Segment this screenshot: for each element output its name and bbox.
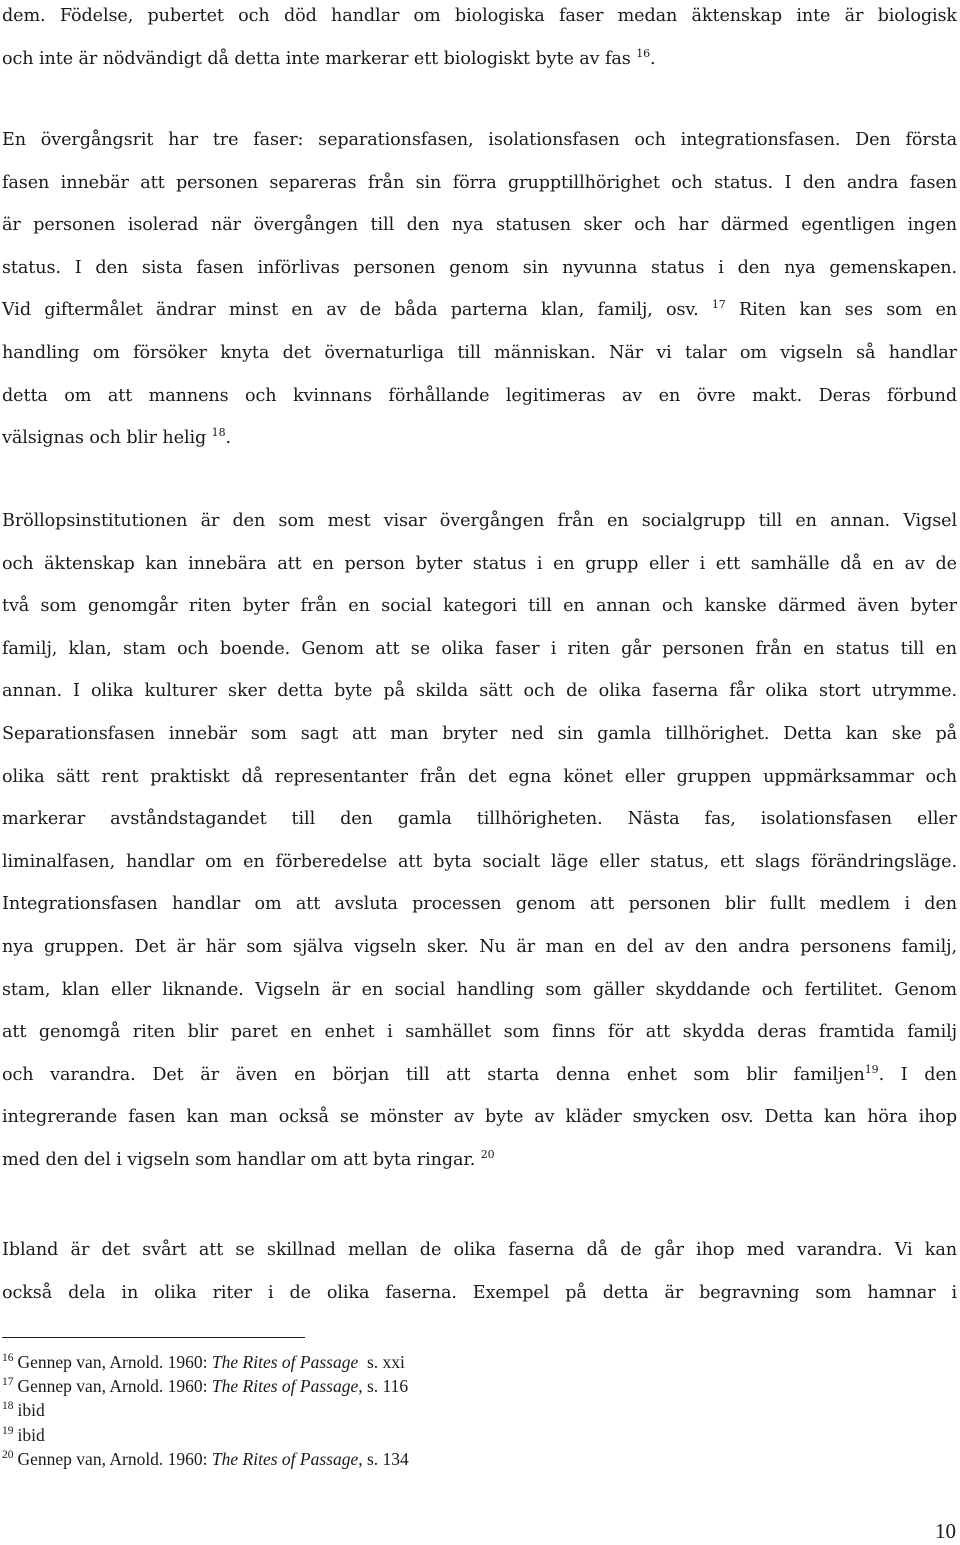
footnote-page: s. 116 [362,1376,409,1397]
text-line [2,1139,957,1182]
text-segment: välsignas och blir helig [2,428,207,449]
footnote-number: 19 [2,1424,14,1437]
text-line: familj, klan, stam och boende. Genom att se olika faser i riten går personen från en status till en [2,638,957,659]
footnote-number: 18 [2,1400,14,1413]
footnote-18 [2,1398,702,1422]
text-segment: och varandra. Det är även en början till att starta denna enhet som blir familjen [2,1064,865,1085]
text-line: annan. I olika kulturer sker detta byte på skilda sätt och de olika faserna får olika stort utrymme. [2,681,957,702]
footnote-ref-18: 18 [211,426,226,440]
footnote-ref-20: 20 [480,1147,495,1161]
text-line: Bröllopsinstitutionen är den som mest visar övergången från en socialgrupp till en annan. Vigsel [2,511,957,531]
text-line: är personen isolerad när övergången till den nya statusen sker och har därmed egentligen ingen [2,215,957,236]
paragraph-4 [2,1229,957,1314]
footnote-number: 20 [2,1448,14,1461]
footnote-page: s. 134 [362,1448,409,1469]
footnote-title: The Rites of Passage, [211,1448,363,1469]
paragraph-2 [2,119,957,460]
footnote-text: Gennep van, Arnold. 1960: [17,1352,212,1372]
text-line: integrerande fasen kan man också se mönster av byte av kläder smycken osv. Detta kan höra ihop [2,1107,957,1128]
footnote-ref-16: 16 [636,46,651,60]
text-line: Separationsfasen innebär som sagt att man bryter ned sin gamla tillhörighet. Detta kan ske på [2,723,957,744]
text-line [2,38,957,81]
text-line: och äktenskap kan innebära att en person byter status i en grupp eller i ett samhälle då en av de [2,553,957,574]
text-segment: och inte är nödvändigt då detta inte markerar ett biologiskt byte av fas [2,48,631,69]
footnote-number: 17 [2,1376,14,1389]
text-line: liminalfasen, handlar om en förberedelse att byta socialt läge eller status, ett slags förändringsläge. [2,851,957,872]
text-segment: . [650,48,656,69]
text-segment: . I den [878,1064,957,1085]
footnote-text: ibid [17,1400,45,1421]
footnote-separator [2,1337,305,1338]
text-line: dem. Födelse, pubertet och död handlar om biologiska faser medan äktenskap inte är biologisk [2,6,957,26]
footnote-19 [2,1423,702,1447]
footnote-text: Gennep van, Arnold. 1960: [17,1376,212,1397]
footnote-page: s. xxi [358,1352,405,1372]
text-line: fasen innebär att personen separeras från sin förra grupptillhörighet och status. I den andra fasen [2,172,957,193]
paragraph-1 [2,0,957,80]
text-line: Ibland är det svårt att se skillnad mellan de olika faserna då de går ihop med varandra. Vi kan [2,1240,957,1260]
footnote-20 [2,1447,702,1471]
footnote-text: ibid [17,1424,45,1445]
page-number: 10 [935,1519,956,1543]
footnote-title: The Rites of Passage [211,1352,359,1372]
text-segment: med den del i vigseln som handlar om att byta ringar. [2,1149,476,1170]
footnote-text: Gennep van, Arnold. 1960: [17,1448,212,1469]
text-line: En övergångsrit har tre faser: separationsfasen, isolationsfasen och integrationsfasen. Den första [2,130,957,150]
text-line: också dela in olika riter i de olika faserna. Exempel på detta är begravning som hamnar i [2,1282,957,1303]
footnotes [2,1350,702,1471]
footnote-16 [2,1350,702,1374]
text-line: att genomgå riten blir paret en enhet i samhället som finns för att skydda deras framtida familj [2,1022,957,1043]
text-segment: . [225,428,231,449]
text-line: Integrationsfasen handlar om att avsluta processen genom att personen blir fullt medlem i den [2,894,957,915]
footnote-ref-19: 19 [864,1062,879,1076]
footnote-title: The Rites of Passage, [211,1376,363,1397]
text-line: nya gruppen. Det är här som själva vigseln sker. Nu är man en del av den andra personens familj, [2,936,957,957]
footnote-number: 16 [2,1352,14,1364]
text-line: detta om att mannens och kvinnans förhållande legitimeras av en övre makt. Deras förbund [2,385,957,406]
text-line [2,1054,957,1097]
text-line: olika sätt rent praktiskt då representanter från det egna könet eller gruppen uppmärksammar och [2,766,957,787]
text-segment: Vid giftermålet ändrar minst en av de båda parterna klan, familj, osv. [2,300,699,321]
text-line: stam, klan eller liknande. Vigseln är en social handling som gäller skyddande och fertilitet. Genom [2,979,957,1000]
footnote-17 [2,1374,702,1398]
text-line: två som genomgår riten byter från en social kategori till en annan och kanske därmed även byter [2,596,957,617]
footnote-ref-17: 17 [711,298,726,312]
text-line: markerar avståndstagandet till den gamla tillhörigheten. Nästa fas, isolationsfasen eller [2,809,957,830]
text-line: status. I den sista fasen införlivas personen genom sin nyvunna status i den nya gemenskapen. [2,257,957,278]
text-line: handling om försöker knyta det övernaturliga till människan. När vi talar om vigseln så handlar [2,342,957,363]
text-segment: Riten kan ses som en [738,300,957,321]
paragraph-3 [2,500,957,1182]
text-line [2,417,957,460]
text-line [2,289,957,332]
